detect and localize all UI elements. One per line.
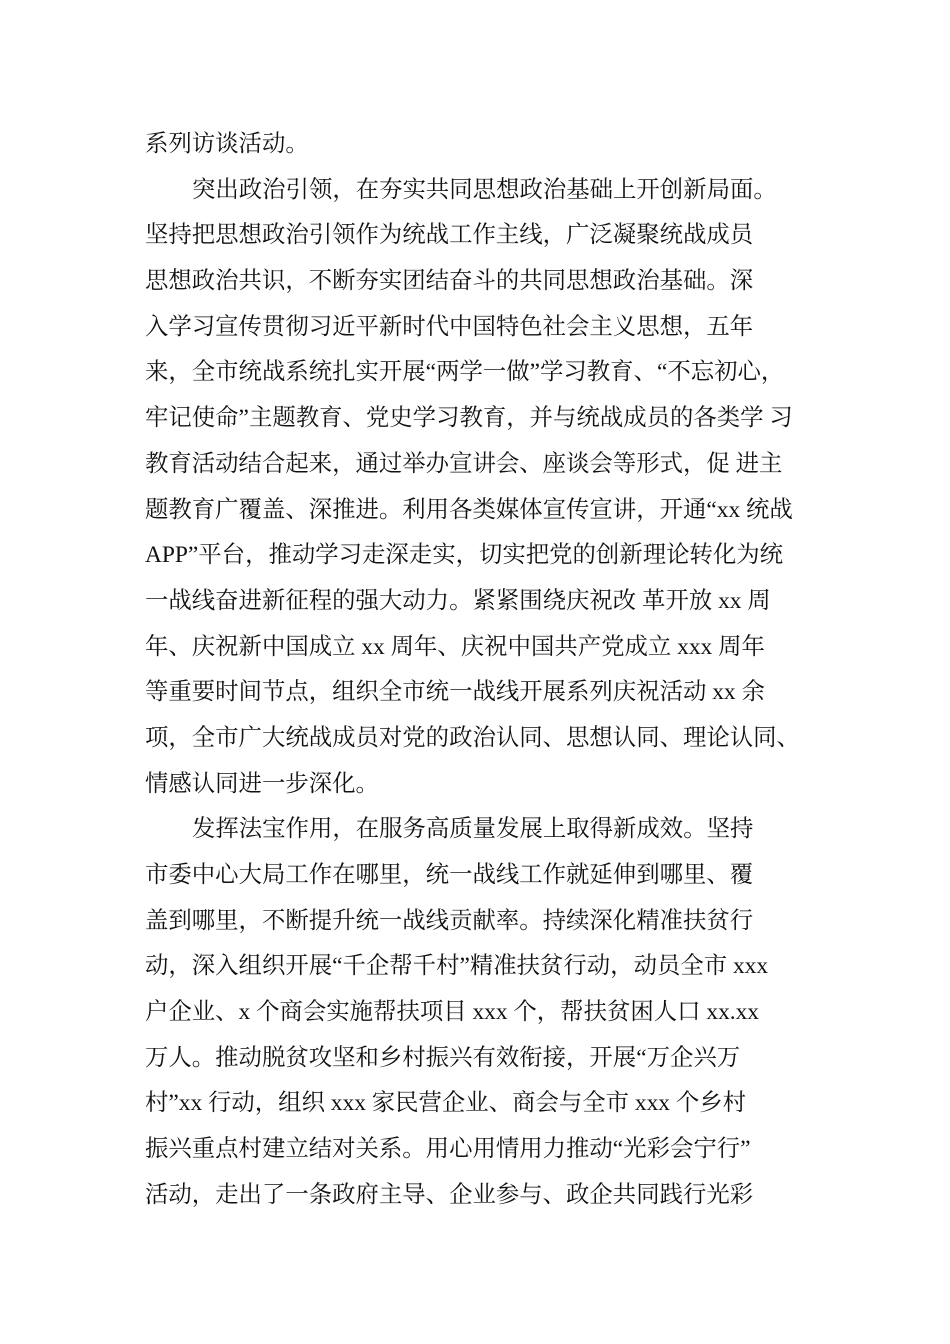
paragraph-2-line: 情感认同进一步深化。 — [145, 770, 379, 797]
paragraph-2-line: 教育活动结合起来，通过举办宣讲会、座谈会等形式，促 进主 — [145, 450, 783, 477]
paragraph-2-line: 题教育广覆盖、深推进。利用各类媒体宣传宣讲，开通“xx 统战 — [145, 496, 793, 523]
paragraph-3-line: 动，深入组织开展“千企帮千村”精准扶贫行动，动员全市 xxx — [145, 953, 769, 980]
document-body — [145, 122, 845, 1219]
paragraph-2-line: 牢记使命”主题教育、党史学习教育，并与统战成员的各类学 习 — [145, 405, 793, 432]
paragraph-2-line: 思想政治共识，不断夯实团结奋斗的共同思想政治基础。深 — [145, 268, 754, 295]
paragraph-1-line: 系列访谈活动。 — [145, 131, 309, 157]
paragraph-3-line: 市委中心大局工作在哪里，统一战线工作就延伸到哪里、覆 — [145, 862, 754, 888]
paragraph-3-line: 振兴重点村建立结对关系。用心用情用力推动“光彩会宁行” — [145, 1136, 751, 1163]
paragraph-2-line: 等重要时间节点，组织全市统一战线开展系列庆祝活动 xx 余 — [145, 679, 765, 706]
paragraph-2-line: 入学习宣传贯彻习近平新时代中国特色社会主义思想，五年 — [145, 313, 754, 340]
paragraph-2-line: 坚持把思想政治引领作为统战工作主线，广泛凝聚统战成员 — [145, 222, 754, 249]
paragraph-3-line: 村”xx 行动，组织 xxx 家民营企业、商会与全市 xxx 个乡村 — [145, 1090, 746, 1117]
paragraph-3-line: 户企业、x 个商会实施帮扶项目 xxx 个，帮扶贫困人口 xx.xx — [145, 999, 760, 1026]
paragraph-2-line: APP”平台，推动学习走深走实，切实把党的创新理论转化为统 — [145, 542, 784, 569]
paragraph-2-line: 项，全市广大统战成员对党的政治认同、思想认同、理论认同、 — [145, 724, 800, 751]
paragraph-3-line: 发挥法宝作用，在服务高质量发展上取得新成效。坚持 — [192, 816, 754, 843]
paragraph-3-line: 万人。推动脱贫攻坚和乡村振兴有效衔接，开展“万企兴万 — [145, 1044, 741, 1071]
paragraph-3-line: 盖到哪里，不断提升统一战线贡献率。持续深化精准扶贫行 — [145, 907, 754, 934]
paragraph-2-line: 突出政治引领，在夯实共同思想政治基础上开创新局面。 — [192, 176, 777, 203]
paragraph-2-line: 一战线奋进新征程的强大动力。紧紧围绕庆祝改 革开放 xx 周 — [145, 587, 771, 614]
paragraph-2-line: 来，全市统战系统扎实开展“两学一做”学习教育、“不忘初心， — [145, 359, 785, 386]
paragraph-2-line: 年、庆祝新中国成立 xx 周年、庆祝中国共产党成立 xxx 周年 — [145, 633, 765, 660]
paragraph-3-line: 活动，走出了一条政府主导、企业参与、政企共同践行光彩 — [145, 1181, 754, 1208]
